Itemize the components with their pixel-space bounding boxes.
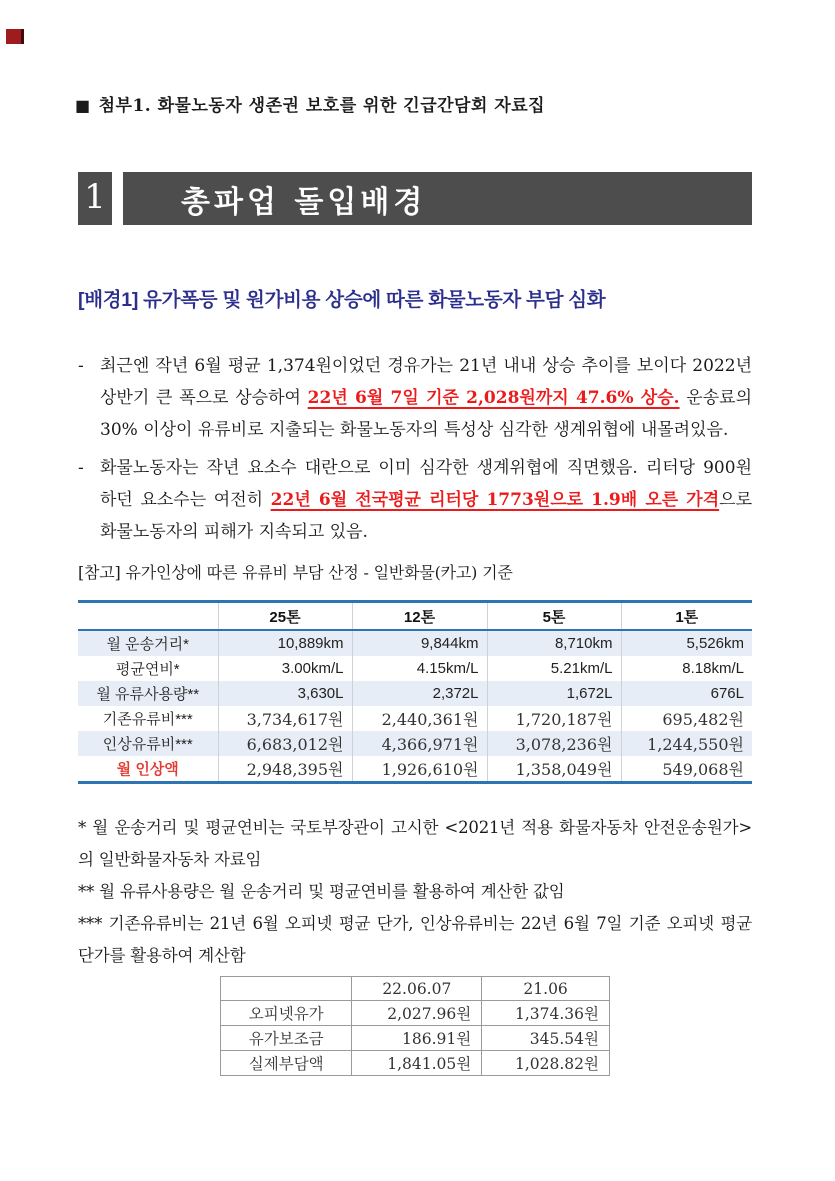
fuel-table-value: 1,672L <box>487 681 621 706</box>
fuel-table-value: 9,844km <box>352 630 487 656</box>
oil-price-table-row <box>221 1001 610 1026</box>
fuel-table-value: 2,372L <box>352 681 487 706</box>
fuel-table-cell <box>78 602 218 631</box>
fuel-table-cell: 12톤 <box>352 602 487 631</box>
oil-price-table-value: 1,028.82원 <box>482 1051 610 1076</box>
fuel-table-value: 5,526km <box>621 630 752 656</box>
fuel-table-label: 월 운송거리* <box>78 630 218 656</box>
black-square-bullet: ■ <box>75 96 91 115</box>
fuel-table-cell: 25톤 <box>218 602 352 631</box>
fuel-cost-table <box>78 600 752 784</box>
fuel-table-body <box>78 630 752 783</box>
section-title-bar <box>123 172 752 225</box>
oil-price-table-row <box>221 977 610 1001</box>
fuel-table-value: 4.15km/L <box>352 656 487 681</box>
oil-price-table-head <box>221 977 610 1001</box>
fuel-table-value: 3,078,236원 <box>487 731 621 756</box>
oil-price-table-value: 1,841.05원 <box>352 1051 482 1076</box>
fuel-table-cell: 5톤 <box>487 602 621 631</box>
fuel-table-row <box>78 656 752 681</box>
fuel-table-row <box>78 731 752 756</box>
fuel-table-value: 5.21km/L <box>487 656 621 681</box>
oil-price-table-value: 345.54원 <box>482 1026 610 1051</box>
paragraph-pre: 최근엔 작년 6월 평균 1,374원이었던 경유가는 21년 내내 상승 추이를 보이다 2022년 상반기 큰 폭으로 상승하여 <box>100 356 752 408</box>
paragraph-post: 운송료의 30% 이상이 유류비로 지출되는 화물노동자의 특성상 심각한 생계위협에 내몰려있음. <box>100 388 752 440</box>
oil-price-table-body <box>221 1001 610 1076</box>
footnote-2: ** 월 유류사용량은 월 운송거리 및 평균연비를 활용하여 계산한 값임 <box>78 882 565 901</box>
footnote-1: * 월 운송거리 및 평균연비는 국토부장관이 고시한 <2021년 적용 화물자동차 안전운송원가>의 일반화물자동차 자료임 <box>78 818 752 869</box>
oil-price-table-row <box>221 1026 610 1051</box>
background1-heading: [배경1] 유가폭등 및 원가비용 상승에 따른 화물노동자 부담 심화 <box>78 289 606 311</box>
fuel-table-value: 1,926,610원 <box>352 756 487 783</box>
attachment-title-text: 첨부1. 화물노동자 생존권 보호를 위한 긴급간담회 자료집 <box>98 96 546 116</box>
fuel-table-label: 기존유류비*** <box>102 711 193 728</box>
fuel-table-row <box>78 681 752 706</box>
paragraph-post: 으로 화물노동자의 피해가 지속되고 있음. <box>100 490 752 542</box>
paragraph-text <box>100 350 752 446</box>
section-number: 1 <box>78 172 112 225</box>
fuel-table-value: 3.00km/L <box>218 656 352 681</box>
fuel-table-row <box>78 706 752 731</box>
fuel-table-row <box>78 756 752 783</box>
section-banner <box>78 172 752 225</box>
attachment-title <box>75 95 752 117</box>
oil-price-table-cell: 21.06 <box>482 977 610 1001</box>
oil-price-table-label: 실제부담액 <box>221 1051 352 1076</box>
section-title: 총파업 돌입배경 <box>181 184 427 220</box>
paragraph-urea <box>78 452 752 548</box>
oil-price-table-value: 186.91원 <box>352 1026 482 1051</box>
fuel-table-value: 4,366,971원 <box>352 731 487 756</box>
oil-price-table <box>220 976 610 1076</box>
fuel-table-value: 8.18km/L <box>621 656 752 681</box>
fuel-table-value: 549,068원 <box>621 756 752 783</box>
fuel-table-label: 월 유류사용량** <box>78 681 218 706</box>
fuel-table-row <box>78 602 752 631</box>
footnote-3: *** 기존유류비는 21년 6월 오피넷 평균 단가, 인상유류비는 22년 6월 7일 기준 오피넷 평균 단가를 활용하여 계산함 <box>78 914 752 965</box>
fuel-table-cell: 1톤 <box>621 602 752 631</box>
oil-price-table-row <box>221 1051 610 1076</box>
paragraph-pre: 화물노동자는 작년 요소수 대란으로 이미 심각한 생계위협에 직면했음. 리터당 900원 하던 요소수는 여전히 <box>100 458 752 510</box>
oil-price-table-label: 오피넷유가 <box>221 1001 352 1026</box>
paragraph-fuel-price <box>78 350 752 446</box>
fuel-table-value: 1,720,187원 <box>487 706 621 731</box>
fuel-table-value: 1,358,049원 <box>487 756 621 783</box>
oil-price-table-value: 1,374.36원 <box>482 1001 610 1026</box>
oil-price-table-label: 유가보조금 <box>221 1026 352 1051</box>
fuel-table-value: 6,683,012원 <box>218 731 352 756</box>
fuel-table-value: 2,948,395원 <box>218 756 352 783</box>
fuel-table-value: 8,710km <box>487 630 621 656</box>
fuel-table-row <box>78 630 752 656</box>
fuel-table-head <box>78 602 752 631</box>
dash-bullet: - <box>78 356 84 376</box>
dash-bullet: - <box>78 458 84 478</box>
fuel-table-value: 695,482원 <box>621 706 752 731</box>
red-highlight: 22년 6월 7일 기준 2,028원까지 47.6% 상승. <box>307 388 680 408</box>
fuel-table-value: 676L <box>621 681 752 706</box>
oil-price-table-cell <box>221 977 352 1001</box>
fuel-table-label: 월 인상액 <box>116 761 179 778</box>
oil-price-table-cell: 22.06.07 <box>352 977 482 1001</box>
fuel-table-value: 3,630L <box>218 681 352 706</box>
fuel-table-value: 2,440,361원 <box>352 706 487 731</box>
oil-price-table-value: 2,027.96원 <box>352 1001 482 1026</box>
corner-marker <box>6 29 24 44</box>
fuel-table-label: 인상유류비*** <box>78 731 218 756</box>
fuel-table-label: 평균연비* <box>115 661 180 678</box>
footnotes <box>78 812 752 972</box>
reference-caption: [참고] 유가인상에 따른 유류비 부담 산정 - 일반화물(카고) 기준 <box>78 563 513 582</box>
fuel-table-value: 1,244,550원 <box>621 731 752 756</box>
paragraph-text <box>100 452 752 548</box>
fuel-table-value: 3,734,617원 <box>218 706 352 731</box>
red-highlight: 22년 6월 전국평균 리터당 1773원으로 1.9배 오른 가격 <box>270 490 720 510</box>
fuel-table-value: 10,889km <box>218 630 352 656</box>
